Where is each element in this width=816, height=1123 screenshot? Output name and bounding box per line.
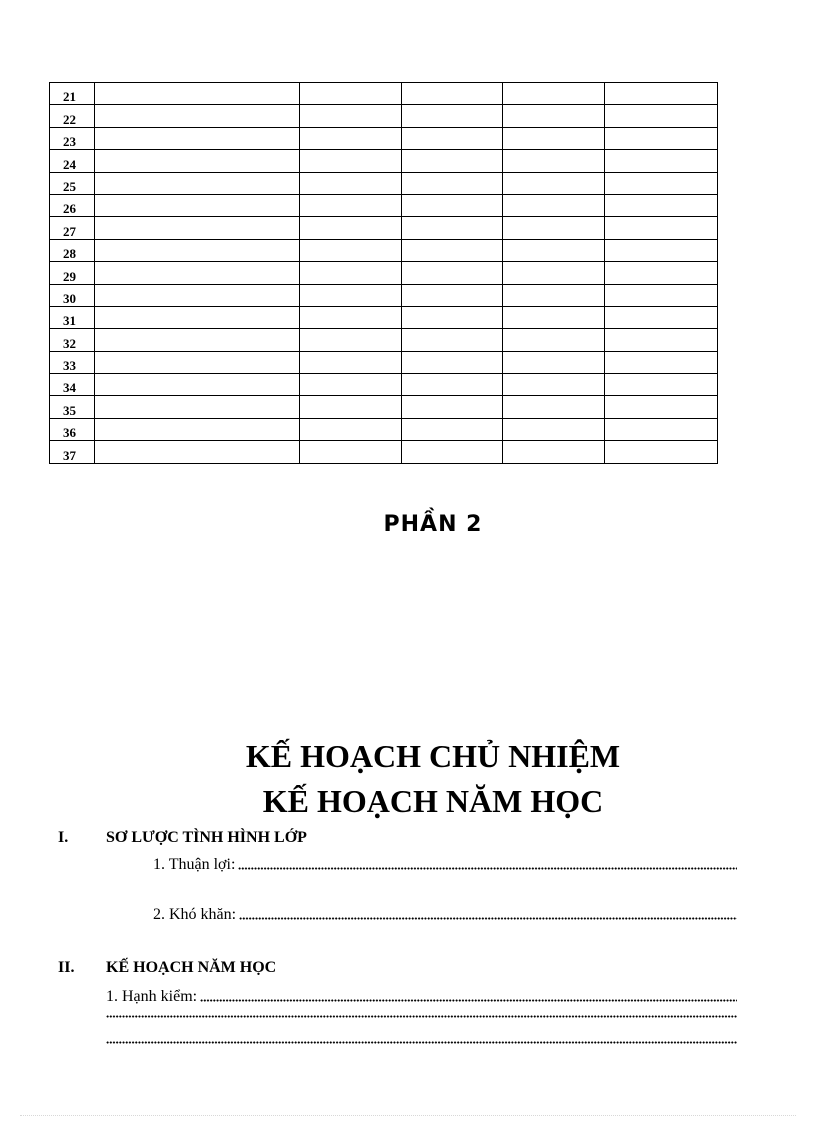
table-cell: [300, 284, 402, 306]
table-cell: [503, 150, 605, 172]
table-cell: [95, 239, 300, 261]
table-cell: [402, 396, 503, 418]
table-cell: [503, 83, 605, 105]
fill-in-dots: [106, 1041, 737, 1044]
difficulties-label: 2. Khó khăn:: [153, 906, 237, 923]
table-cell: [95, 441, 300, 463]
student-table-body: [50, 83, 718, 464]
fill-in-dots: [238, 867, 737, 870]
table-cell: [605, 374, 718, 396]
table-row: [50, 105, 718, 127]
table-cell: [300, 239, 402, 261]
row-number: 33: [50, 351, 95, 373]
table-cell: [402, 150, 503, 172]
row-number: 26: [50, 194, 95, 216]
table-cell: [402, 351, 503, 373]
table-cell: [95, 194, 300, 216]
table-cell: [300, 105, 402, 127]
table-cell: [95, 217, 300, 239]
row-number: 24: [50, 150, 95, 172]
table-cell: [300, 150, 402, 172]
fill-in-dots: [200, 999, 737, 1002]
main-title: KẾ HOẠCH CHỦ NHIỆM: [245, 738, 621, 774]
table-cell: [402, 172, 503, 194]
table-cell: [300, 441, 402, 463]
row-number: 27: [50, 217, 95, 239]
table-cell: [503, 239, 605, 261]
row-number: 29: [50, 262, 95, 284]
table-cell: [95, 127, 300, 149]
table-row: [50, 396, 718, 418]
row-number: 30: [50, 284, 95, 306]
table-row: [50, 217, 718, 239]
row-number: 32: [50, 329, 95, 351]
table-cell: [605, 83, 718, 105]
row-number: 21: [50, 83, 95, 105]
table-cell: [300, 306, 402, 328]
table-cell: [300, 418, 402, 440]
table-cell: [503, 284, 605, 306]
table-row: [50, 329, 718, 351]
table-cell: [402, 83, 503, 105]
row-number: 34: [50, 374, 95, 396]
table-row: [50, 127, 718, 149]
table-cell: [300, 217, 402, 239]
table-cell: [503, 105, 605, 127]
advantages-line: [153, 857, 737, 873]
table-cell: [402, 441, 503, 463]
table-cell: [95, 262, 300, 284]
table-cell: [95, 105, 300, 127]
section-1-title: SƠ LƯỢC TÌNH HÌNH LỚP: [106, 829, 307, 846]
table-cell: [605, 105, 718, 127]
table-cell: [605, 441, 718, 463]
row-number: 25: [50, 172, 95, 194]
table-cell: [402, 105, 503, 127]
table-row: [50, 150, 718, 172]
table-cell: [605, 194, 718, 216]
advantages-label: 1. Thuận lợi:: [153, 856, 236, 873]
table-cell: [300, 172, 402, 194]
table-cell: [605, 150, 718, 172]
conduct-label: 1. Hạnh kiểm:: [106, 988, 198, 1005]
table-row: [50, 441, 718, 463]
table-cell: [605, 306, 718, 328]
table-cell: [95, 172, 300, 194]
table-cell: [95, 284, 300, 306]
table-cell: [605, 351, 718, 373]
row-number: 37: [50, 441, 95, 463]
table-cell: [503, 217, 605, 239]
row-number: 23: [50, 127, 95, 149]
section-2-number: II.: [58, 959, 75, 976]
table-row: [50, 306, 718, 328]
table-cell: [95, 150, 300, 172]
table-cell: [503, 262, 605, 284]
table-row: [50, 418, 718, 440]
table-cell: [503, 172, 605, 194]
table-cell: [503, 396, 605, 418]
conduct-continuation-line: [106, 1015, 737, 1021]
table-row: [50, 194, 718, 216]
student-table: [49, 82, 718, 464]
table-cell: [402, 418, 503, 440]
table-cell: [95, 418, 300, 440]
table-cell: [605, 396, 718, 418]
table-cell: [95, 306, 300, 328]
table-cell: [300, 374, 402, 396]
row-number: 22: [50, 105, 95, 127]
table-row: [50, 284, 718, 306]
table-row: [50, 351, 718, 373]
table-row: [50, 172, 718, 194]
row-number: 35: [50, 396, 95, 418]
table-cell: [605, 239, 718, 261]
table-cell: [503, 441, 605, 463]
table-cell: [300, 127, 402, 149]
table-cell: [605, 262, 718, 284]
table-cell: [503, 418, 605, 440]
table-cell: [605, 172, 718, 194]
table-cell: [503, 329, 605, 351]
conduct-line: [106, 989, 737, 1005]
difficulties-line: [153, 907, 737, 923]
fill-in-dots: [239, 917, 737, 920]
table-cell: [300, 83, 402, 105]
table-row: [50, 374, 718, 396]
table-cell: [605, 284, 718, 306]
table-cell: [605, 329, 718, 351]
section-2-title: KẾ HOẠCH NĂM HỌC: [106, 959, 277, 976]
table-cell: [95, 329, 300, 351]
table-cell: [300, 351, 402, 373]
part-heading: PHẦN 2: [383, 512, 483, 537]
table-cell: [402, 329, 503, 351]
row-number: 28: [50, 239, 95, 261]
table-cell: [402, 194, 503, 216]
row-number: 31: [50, 306, 95, 328]
table-cell: [95, 374, 300, 396]
table-cell: [402, 217, 503, 239]
section-1-number: I.: [58, 829, 69, 846]
table-row: [50, 239, 718, 261]
page-edge: [20, 1115, 796, 1117]
table-cell: [402, 262, 503, 284]
table-cell: [605, 217, 718, 239]
fill-in-dots: [106, 1015, 737, 1018]
table-cell: [95, 83, 300, 105]
row-number: 36: [50, 418, 95, 440]
table-cell: [402, 127, 503, 149]
table-cell: [503, 306, 605, 328]
table-cell: [503, 374, 605, 396]
table-cell: [95, 396, 300, 418]
conduct-continuation-line: [106, 1041, 737, 1047]
table-cell: [95, 351, 300, 373]
table-cell: [605, 127, 718, 149]
table-cell: [402, 284, 503, 306]
table-row: [50, 262, 718, 284]
table-cell: [503, 351, 605, 373]
table-cell: [402, 374, 503, 396]
table-cell: [300, 329, 402, 351]
table-row: [50, 83, 718, 105]
table-cell: [300, 262, 402, 284]
table-cell: [300, 194, 402, 216]
table-cell: [503, 194, 605, 216]
sub-title: KẾ HOẠCH NĂM HỌC: [262, 783, 604, 819]
table-cell: [402, 239, 503, 261]
table-cell: [605, 418, 718, 440]
table-cell: [402, 306, 503, 328]
table-cell: [300, 396, 402, 418]
table-cell: [503, 127, 605, 149]
